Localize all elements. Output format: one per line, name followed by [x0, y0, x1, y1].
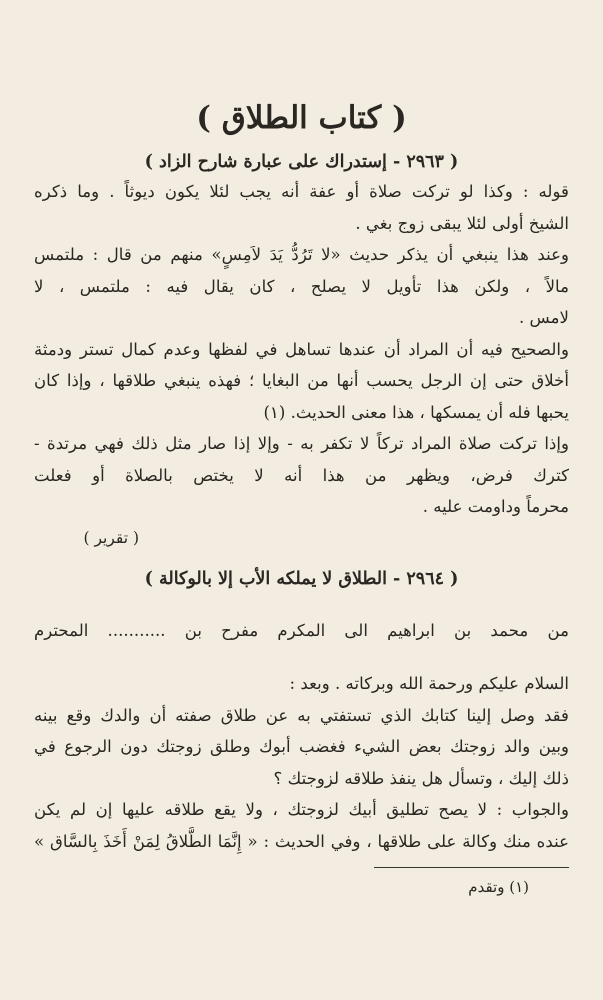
text-line: والجواب : لا يصح تطليق أبيك لزوجتك ، ولا يقع طلاقه عليها إن لم يكن [34, 800, 569, 819]
recipient-line: من محمد بن ابراهيم الى المكرم مفرح بن ........... المحترم [34, 620, 569, 640]
text-line: أخلاق حتى إن الرجل يحسب أنها من البغايا ؛ فهذه ينبغي طلاقها ، وإذا كان [34, 371, 569, 390]
text-line: والصحيح فيه أن المراد أن عندها تساهل في لفظها وعدم كمال تستر ودمثة [34, 339, 569, 359]
text-line: يحبها فله أن يمسكها ، هذا معنى الحديث. (١) [263, 402, 569, 422]
text-line: عنده منك وكالة على طلاقها ، وفي الحديث : « إِنَّمَا الطَّلاقُ لِمَنْ أَخَذَ بِالسَّاق » [34, 831, 569, 851]
text-line: مالاً ، ولكن هذا تأويل لا يصلح ، كان يقال فيه : ملتمس ، لا [34, 276, 569, 296]
text-line: محرماً وداومت عليه . [422, 497, 569, 516]
section-heading-2963: ( ٢٩٦٣ - إستدراك على عبارة شارح الزاد ) [144, 152, 459, 172]
text-line: وإذا تركت صلاة المراد تركاً لا تكفر به - وإلا إذا صار مثل ذلك فهي مرتدة - [34, 434, 569, 453]
text-line: قوله : وكذا لو تركت صلاة أو عفة أنه يجب لئلا يكون ديوثاً . وما ذكره [34, 182, 569, 201]
text-line: وبين والد زوجتك بعض الشيء فغضب أبوك وطلق زوجتك دون الرجوع في [34, 737, 569, 756]
footnote: (١) وتقدم [468, 878, 529, 896]
text-line: ذلك إليك ، وتسأل هل ينفذ طلاقه لزوجتك ؟ [273, 768, 569, 788]
source-note: ( تقرير ) [83, 528, 139, 547]
text-line: كترك فرض، ويظهر من هذا أنه لا يختص بالصلاة أو فعلت [34, 465, 569, 485]
text-line: الشيخ أولى لئلا يبقى زوج بغي . [355, 213, 569, 233]
section-heading-2964: ( ٢٩٦٤ - الطلاق لا يملكه الأب إلا بالوكالة ) [144, 568, 459, 589]
greeting-line: السلام عليكم ورحمة الله وبركاته . وبعد : [289, 674, 569, 693]
text-line: لامس . [518, 308, 569, 327]
text-line: وعند هذا ينبغي أن يذكر حديث «لا تَرُدُّ يَدَ لاَمِسٍ» منهم من قال : ملتمس [34, 245, 569, 264]
footnote-divider [374, 867, 569, 868]
book-title: ( كتاب الطلاق ) [196, 100, 407, 136]
text-line: فقد وصل إلينا كتابك الذي تستفتي به عن طلاق صفته أن والدك وقع بينه [34, 705, 569, 725]
